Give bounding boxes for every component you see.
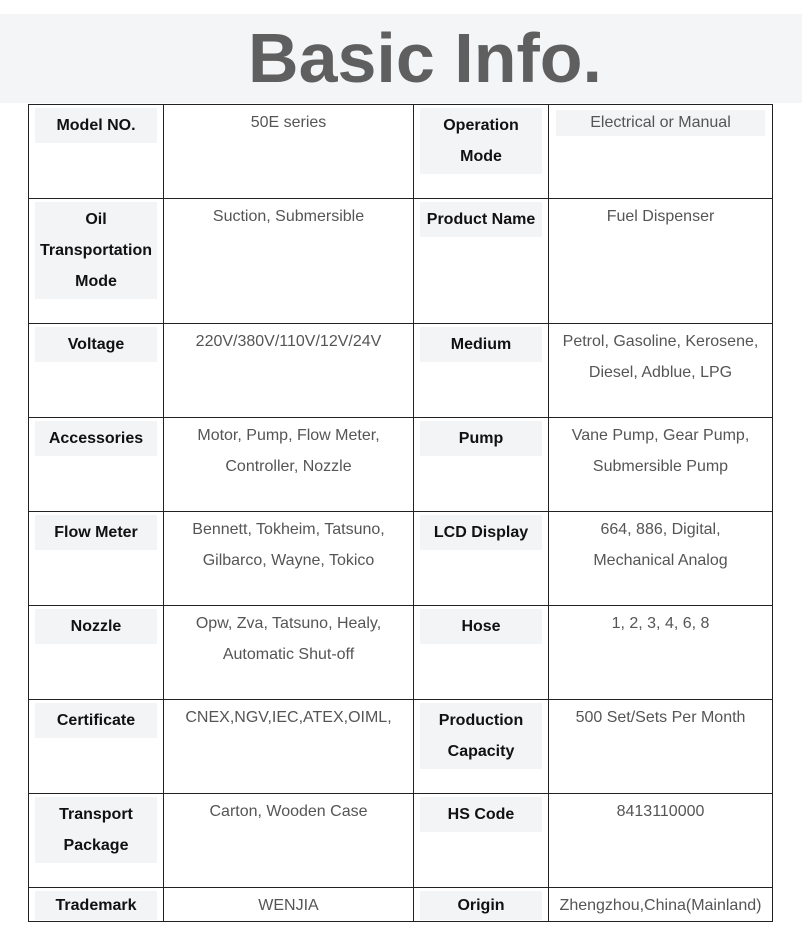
field-label-line: Capacity	[447, 743, 515, 760]
field-value-line: 500 Set/Sets Per Month	[575, 709, 746, 726]
left-label-cell	[29, 105, 164, 199]
field-value-line: Automatic Shut-off	[222, 646, 355, 663]
field-value-line: Diesel, Adblue, LPG	[588, 364, 733, 381]
field-value-line: CNEX,NGV,IEC,ATEX,OIML,	[185, 709, 392, 726]
field-value	[168, 702, 409, 733]
field-label	[420, 421, 542, 456]
left-value-cell	[164, 199, 414, 324]
table-row	[29, 794, 773, 888]
field-label	[35, 108, 157, 143]
field-label-line: Pump	[458, 430, 504, 447]
field-value	[168, 608, 409, 670]
field-value-line: Mechanical Analog	[593, 552, 728, 569]
basic-info-table-body	[29, 105, 773, 922]
table-row	[29, 418, 773, 512]
right-label-cell	[414, 606, 549, 700]
field-value-line: Petrol, Gasoline, Kerosene,	[562, 333, 759, 350]
table-row	[29, 324, 773, 418]
field-value	[168, 107, 409, 138]
field-label	[35, 327, 157, 362]
field-value-line: Vane Pump, Gear Pump,	[571, 427, 750, 444]
left-value-cell	[164, 324, 414, 418]
left-value-cell	[164, 606, 414, 700]
left-value-cell	[164, 794, 414, 888]
field-label-line: Medium	[450, 336, 512, 353]
field-label	[35, 609, 157, 644]
field-label-line: Hose	[461, 618, 501, 635]
field-label	[35, 797, 157, 863]
left-value-cell	[164, 700, 414, 794]
field-value	[553, 326, 768, 388]
field-value-line: Suction, Submersible	[212, 208, 365, 225]
right-label-cell	[414, 794, 549, 888]
right-label-cell	[414, 324, 549, 418]
right-value-cell	[549, 700, 773, 794]
field-label-line: Package	[63, 837, 129, 854]
field-value	[553, 420, 768, 482]
right-label-cell	[414, 700, 549, 794]
page-title: Basic Info.	[248, 19, 602, 97]
field-label	[35, 891, 157, 920]
field-value	[168, 514, 409, 576]
field-label-line: Flow Meter	[54, 524, 138, 541]
field-label-line: Nozzle	[70, 618, 122, 635]
field-label-line: Transportation	[39, 242, 152, 259]
field-label-line: Trademark	[55, 897, 137, 914]
table-row	[29, 606, 773, 700]
field-value-line: Submersible Pump	[592, 458, 729, 475]
field-value	[168, 420, 409, 482]
right-label-cell	[414, 888, 549, 922]
field-label	[420, 108, 542, 174]
field-label	[35, 515, 157, 550]
left-label-cell	[29, 888, 164, 922]
left-value-cell	[164, 512, 414, 606]
field-label-line: Operation	[443, 117, 519, 134]
field-value	[553, 514, 768, 576]
field-value	[553, 201, 768, 232]
field-label-line: Transport	[59, 806, 133, 823]
field-value-line: Electrical or Manual	[590, 114, 731, 131]
basic-info-table	[28, 104, 773, 922]
table-row	[29, 512, 773, 606]
left-label-cell	[29, 418, 164, 512]
left-label-cell	[29, 324, 164, 418]
right-value-cell	[549, 105, 773, 199]
field-value	[168, 201, 409, 232]
right-value-cell	[549, 606, 773, 700]
field-label	[420, 515, 542, 550]
field-label	[420, 891, 542, 920]
field-value-line: 8413110000	[616, 803, 705, 820]
field-label	[420, 202, 542, 237]
left-label-cell	[29, 606, 164, 700]
field-label-line: Mode	[460, 148, 502, 165]
table-row	[29, 105, 773, 199]
field-label-line: Mode	[75, 273, 117, 290]
field-label	[420, 327, 542, 362]
right-label-cell	[414, 199, 549, 324]
field-label	[35, 202, 157, 299]
field-label	[420, 797, 542, 832]
table-row	[29, 888, 773, 922]
field-value-line: Gilbarco, Wayne, Tokico	[202, 552, 375, 569]
right-value-cell	[549, 418, 773, 512]
left-label-cell	[29, 700, 164, 794]
field-value-line: WENJIA	[258, 897, 319, 914]
field-value-line: 220V/380V/110V/12V/24V	[195, 333, 382, 350]
field-label-line: Accessories	[48, 430, 144, 447]
field-label-line: Oil	[85, 211, 107, 228]
field-label	[420, 703, 542, 769]
field-value	[168, 326, 409, 357]
left-value-cell	[164, 888, 414, 922]
field-label-line: LCD Display	[433, 524, 529, 541]
right-value-cell	[549, 512, 773, 606]
field-label-line: Product Name	[426, 211, 536, 228]
field-label-line: Certificate	[56, 712, 136, 729]
field-label-line: Production	[438, 712, 524, 729]
field-label	[35, 703, 157, 738]
field-value-line: Opw, Zva, Tatsuno, Healy,	[195, 615, 382, 632]
field-value	[553, 890, 768, 921]
field-value	[553, 702, 768, 733]
right-label-cell	[414, 512, 549, 606]
field-value-line: Carton, Wooden Case	[209, 803, 368, 820]
field-label-line: Model NO.	[56, 117, 136, 134]
right-value-cell	[549, 888, 773, 922]
field-label-line: Voltage	[67, 336, 125, 353]
field-value	[168, 890, 409, 921]
field-value-line: Bennett, Tokheim, Tatsuno,	[192, 521, 385, 538]
field-value-line: Controller, Nozzle	[225, 458, 352, 475]
left-label-cell	[29, 199, 164, 324]
field-value	[168, 796, 409, 827]
right-value-cell	[549, 324, 773, 418]
left-value-cell	[164, 105, 414, 199]
field-value-line: 1, 2, 3, 4, 6, 8	[611, 615, 710, 632]
field-value-line: Fuel Dispenser	[606, 208, 715, 225]
field-value-line: Zhengzhou,China(Mainland)	[559, 897, 762, 914]
table-row	[29, 199, 773, 324]
field-value	[553, 608, 768, 639]
field-label	[420, 609, 542, 644]
field-label-line: HS Code	[447, 806, 515, 823]
right-value-cell	[549, 794, 773, 888]
field-value-line: 664, 886, Digital,	[600, 521, 721, 538]
right-value-cell	[549, 199, 773, 324]
right-label-cell	[414, 105, 549, 199]
field-label	[35, 421, 157, 456]
field-value	[556, 110, 765, 136]
left-value-cell	[164, 418, 414, 512]
left-label-cell	[29, 512, 164, 606]
left-label-cell	[29, 794, 164, 888]
field-value-line: 50E series	[250, 114, 327, 131]
table-row	[29, 700, 773, 794]
field-value	[553, 796, 768, 827]
right-label-cell	[414, 418, 549, 512]
field-label-line: Origin	[457, 897, 505, 914]
field-value-line: Motor, Pump, Flow Meter,	[197, 427, 380, 444]
